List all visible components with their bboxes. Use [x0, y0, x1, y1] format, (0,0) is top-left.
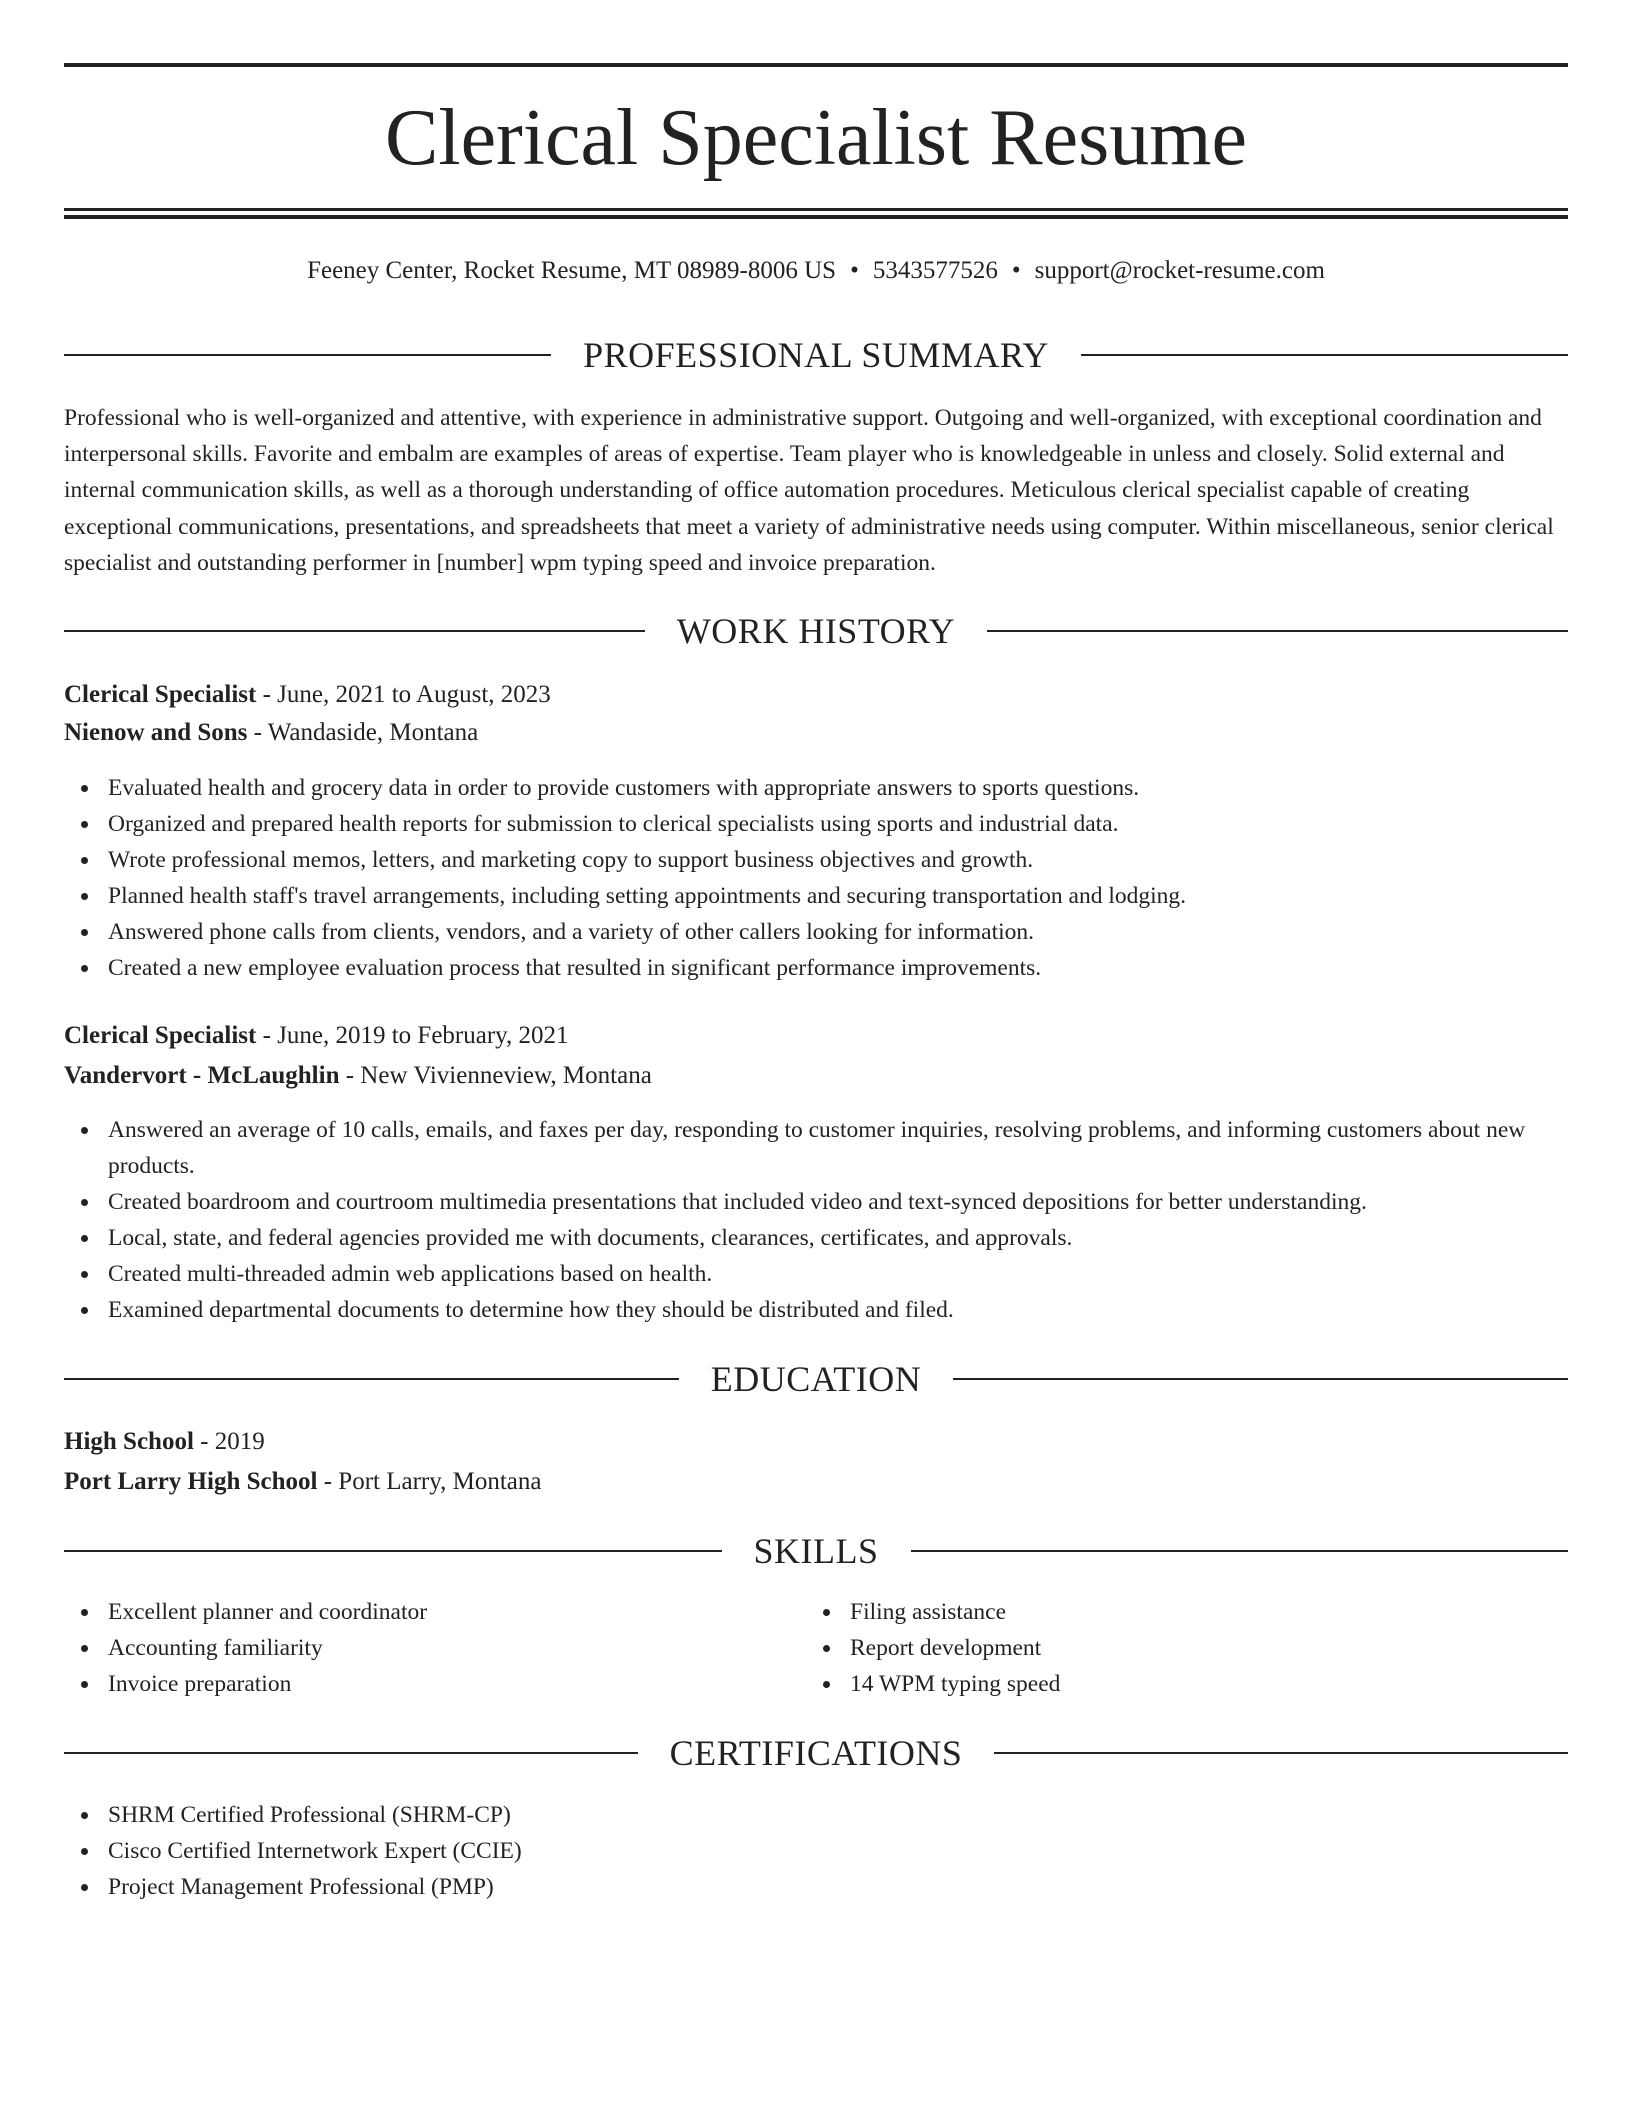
- job-title: Clerical Specialist: [64, 1022, 257, 1049]
- heading-rule: [911, 1550, 1569, 1552]
- job-title-line: [64, 1018, 1568, 1054]
- job-company-line: [64, 715, 1568, 751]
- education-school-line: [64, 1464, 1568, 1500]
- job-location: - New Vivienneview, Montana: [339, 1062, 652, 1089]
- contact-line: [64, 254, 1568, 288]
- list-item: Created a new employee evaluation process that resulted in significant performance improvements.: [64, 950, 1568, 986]
- list-item: SHRM Certified Professional (SHRM-CP): [64, 1797, 1568, 1833]
- section-heading-skills: [64, 1528, 1568, 1574]
- education-school: Port Larry High School: [64, 1468, 318, 1495]
- contact-address: Feeney Center, Rocket Resume, MT 08989-8006 US: [307, 257, 837, 284]
- job-location: - Wandaside, Montana: [247, 719, 479, 746]
- education-location: - Port Larry, Montana: [317, 1468, 542, 1495]
- certifications-list: [64, 1797, 1568, 1905]
- section-title: WORK HISTORY: [676, 611, 956, 651]
- section-heading-summary: [64, 332, 1568, 378]
- job-bullets-list: [64, 1112, 1568, 1328]
- heading-rule: [994, 1752, 1568, 1754]
- job-company: Vandervort - McLaughlin: [64, 1062, 340, 1089]
- list-item: 14 WPM typing speed: [806, 1666, 1632, 1702]
- section-heading-education: [64, 1356, 1568, 1402]
- list-item: Accounting familiarity: [64, 1630, 1568, 1666]
- job-dates: - June, 2021 to August, 2023: [256, 681, 551, 708]
- job-company-line: [64, 1058, 1568, 1094]
- job-bullets-list: [64, 770, 1568, 986]
- contact-separator: •: [1011, 257, 1021, 284]
- heading-rule: [64, 1550, 722, 1552]
- list-item: Organized and prepared health reports for submission to clerical specialists using sports and industrial data.: [64, 806, 1568, 842]
- section-title: SKILLS: [753, 1531, 879, 1571]
- resume-title: Clerical Specialist Resume: [385, 94, 1247, 182]
- list-item: Answered phone calls from clients, vendors, and a variety of other callers looking for information.: [64, 914, 1568, 950]
- list-item: Filing assistance: [806, 1594, 1632, 1630]
- list-item: Wrote professional memos, letters, and marketing copy to support business objectives and growth.: [64, 842, 1568, 878]
- heading-rule: [953, 1378, 1568, 1380]
- section-title: EDUCATION: [710, 1359, 922, 1399]
- skills-list-right: [806, 1594, 1632, 1702]
- header-double-rule-lower: [64, 215, 1568, 219]
- section-heading-work-history: [64, 608, 1568, 654]
- heading-rule: [64, 1378, 679, 1380]
- list-item: Evaluated health and grocery data in order to provide customers with appropriate answers to sports questions.: [64, 770, 1568, 806]
- list-item: Examined departmental documents to determine how they should be distributed and filed.: [64, 1292, 1568, 1328]
- list-item: Invoice preparation: [64, 1666, 1568, 1702]
- list-item: Report development: [806, 1630, 1632, 1666]
- education-year: - 2019: [193, 1428, 265, 1455]
- section-title: CERTIFICATIONS: [669, 1733, 963, 1773]
- list-item: Project Management Professional (PMP): [64, 1869, 1568, 1905]
- heading-rule: [987, 630, 1568, 632]
- job-dates: - June, 2019 to February, 2021: [256, 1022, 569, 1049]
- header-top-rule: [64, 63, 1568, 67]
- contact-separator: •: [850, 257, 859, 284]
- job-title-line: [64, 677, 1568, 713]
- section-heading-certifications: [64, 1730, 1568, 1776]
- list-item: Cisco Certified Internetwork Expert (CCIE): [64, 1833, 1568, 1869]
- summary-paragraph: Professional who is well-organized and attentive, with experience in administrative support. Outgoing and well-organized, with exceptional coordination and interpersonal skills. Favorite and embalm are examples of areas of expertise. Team player who is knowledgeable in unless and closely. Solid external and internal communication skills, as well as a thorough understanding of office automation procedures. Meticulous clerical specialist capable of creating exceptional communications, presentations, and spreadsheets that meet a variety of administrative needs using computer. Within miscellaneous, senior clerical specialist and outstanding performer in [number] wpm typing speed and invoice preparation.: [64, 405, 1554, 576]
- contact-phone: 5343577526: [872, 257, 998, 284]
- list-item: Created boardroom and courtroom multimedia presentations that included video and text-synced depositions for better understanding.: [64, 1184, 1568, 1220]
- job-company: Nienow and Sons: [64, 719, 248, 746]
- header-double-rule-upper: [64, 208, 1568, 211]
- list-item: Planned health staff's travel arrangements, including setting appointments and securing transportation and lodging.: [64, 878, 1568, 914]
- list-item: Local, state, and federal agencies provided me with documents, clearances, certificates, and approvals.: [64, 1220, 1568, 1256]
- section-title: PROFESSIONAL SUMMARY: [583, 335, 1049, 375]
- heading-rule: [64, 354, 551, 356]
- list-item: Created multi-threaded admin web applications based on health.: [64, 1256, 1568, 1292]
- heading-rule: [1081, 354, 1568, 356]
- education-degree: High School: [64, 1428, 194, 1455]
- heading-rule: [64, 1752, 638, 1754]
- list-item: Answered an average of 10 calls, emails, and faxes per day, responding to customer inquiries, resolving problems, and informing customers about new products.: [64, 1112, 1568, 1184]
- list-item: Excellent planner and coordinator: [64, 1594, 1568, 1630]
- job-title: Clerical Specialist: [64, 681, 257, 708]
- education-degree-line: [64, 1424, 1568, 1460]
- heading-rule: [64, 630, 645, 632]
- contact-email: support@rocket-resume.com: [1034, 257, 1325, 284]
